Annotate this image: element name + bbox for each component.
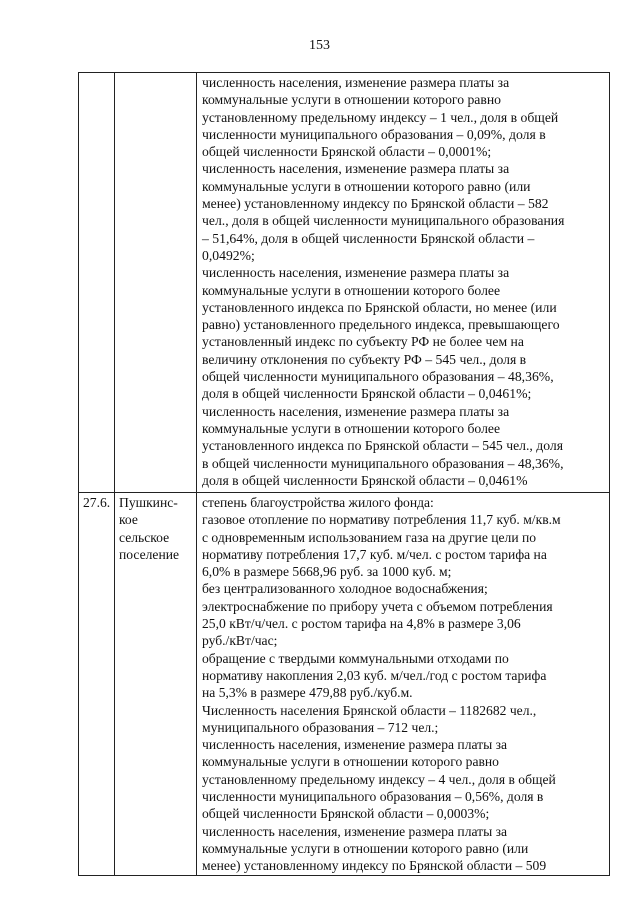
text-line: нормативу потребления 17,7 куб. м/чел. с ростом тарифа на [202, 546, 547, 562]
data-table [78, 72, 610, 876]
row-number-cell [79, 73, 115, 493]
text-line: степень благоустройства жилого фонда: [202, 495, 434, 510]
text-line: – 51,64%, доля в общей численности Брянской области – [202, 230, 535, 246]
text-line: численность населения, изменение размера платы за [202, 403, 510, 419]
municipality-cell [115, 493, 197, 876]
text-line: доля в общей численности Брянской области – 0,0461%; [202, 386, 532, 402]
text-line: чел., доля в общей численности муниципального образования [202, 213, 565, 229]
text-line: доля в общей численности Брянской области – 0,0461% [202, 472, 528, 488]
municipality-name-line: поселение [119, 546, 180, 562]
text-line: обращение с твердыми коммунальными отходами по [202, 650, 509, 666]
text-line: численность населения, изменение размера платы за [202, 75, 510, 90]
text-line: численность населения, изменение размера платы за [202, 265, 510, 281]
text-line: нормативу накопления 2,03 куб. м/чел./год с ростом тарифа [202, 667, 547, 683]
text-line: с одновременным использованием газа на другие цели по [202, 529, 537, 545]
text-line: коммунальные услуги в отношении которого равно (или [202, 178, 531, 194]
text-line: 25,0 кВт/ч/чел. с ростом тарифа на 4,8% в размере 3,06 [202, 616, 521, 632]
text-line: муниципального образования – 712 чел.; [202, 719, 439, 735]
text-line: численность населения, изменение размера платы за [202, 737, 508, 753]
description-cell [197, 73, 610, 493]
text-line: Численность населения Брянской области – 1182682 чел., [202, 702, 537, 718]
text-line: равно) установленного предельного индекса, превышающего [202, 317, 560, 333]
text-line: величину отклонения по субъекту РФ – 545 чел., доля в [202, 351, 527, 367]
row-number-cell [79, 493, 115, 876]
text-line: общей численности Брянской области – 0,0003%; [202, 806, 490, 822]
text-line: электроснабжение по прибору учета с объемом потребления [202, 598, 553, 614]
text-line: численность населения, изменение размера платы за [202, 161, 510, 177]
text-line: установленному предельному индексу – 4 чел., доля в общей [202, 771, 556, 787]
text-line: газовое отопление по нормативу потребления 11,7 куб. м/кв.м [202, 512, 561, 528]
text-line: установленный индекс по субъекту РФ не более чем на [202, 334, 524, 350]
text-line: установленному предельному индексу – 1 чел., доля в общей [202, 109, 559, 125]
text-line: на 5,3% в размере 479,88 руб./куб.м. [202, 685, 413, 701]
text-line: 0,0492%; [202, 247, 255, 263]
row-number: 27.6. [83, 495, 111, 510]
description-cell [197, 493, 610, 876]
municipality-cell [115, 73, 197, 493]
text-line: коммунальные услуги в отношении которого равно [202, 754, 499, 770]
text-line: общей численности Брянской области – 0,0001%; [202, 144, 492, 160]
text-line: менее) установленному индексу по Брянской области – 582 [202, 196, 549, 212]
text-line: численности муниципального образования – 0,09%, доля в [202, 126, 546, 142]
text-line: коммунальные услуги в отношении которого равно (или [202, 840, 529, 856]
text-line: коммунальные услуги в отношении которого равно [202, 92, 502, 108]
text-line: коммунальные услуги в отношении которого более [202, 282, 501, 298]
text-line: руб./кВт/час; [202, 633, 278, 649]
municipality-name-line: кое [119, 512, 138, 528]
text-line: 6,0% в размере 5668,96 руб. за 1000 куб. м; [202, 564, 452, 580]
text-line: менее) установленному индексу по Брянской области – 509 [202, 858, 547, 874]
text-line: без централизованного холодное водоснабжения; [202, 581, 488, 597]
text-line: установленного индекса по Брянской области – 545 чел., доля [202, 438, 564, 454]
text-line: в общей численности муниципального образования – 48,36%, [202, 455, 564, 471]
table-row [79, 73, 610, 493]
text-line: общей численности муниципального образования – 48,36%, [202, 369, 554, 385]
municipality-name-line: Пушкинс- [119, 495, 178, 510]
page-number: 153 [309, 38, 330, 53]
table-row [79, 493, 610, 876]
text-line: коммунальные услуги в отношении которого более [202, 420, 501, 436]
text-line: численности муниципального образования – 0,56%, доля в [202, 789, 544, 805]
text-line: численность населения, изменение размера платы за [202, 823, 508, 839]
text-line: установленного индекса по Брянской области, но менее (или [202, 299, 557, 315]
municipality-name-line: сельское [119, 529, 170, 545]
